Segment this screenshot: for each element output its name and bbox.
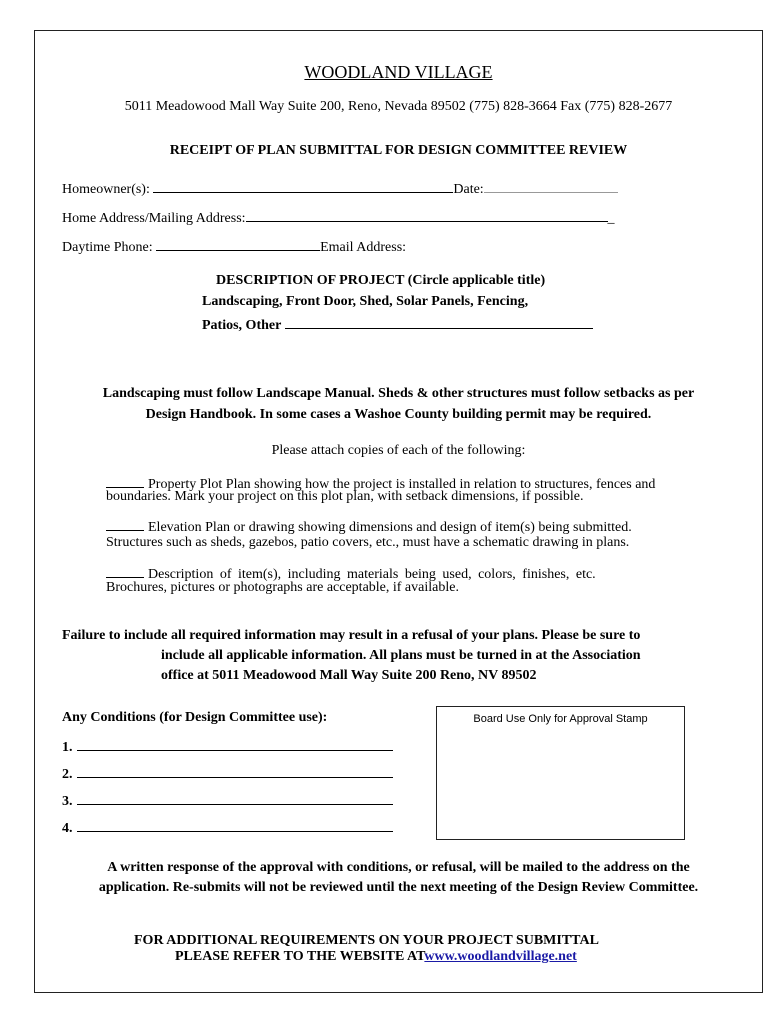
- conditions-heading: Any Conditions (for Design Committee use):: [62, 710, 328, 725]
- attach-intro: Please attach copies of each of the following:: [271, 443, 526, 458]
- homeowner-field[interactable]: [153, 178, 453, 193]
- project-heading: DESCRIPTION OF PROJECT (Circle applicable title): [216, 273, 546, 288]
- homeowner-label: Homeowner(s):: [62, 182, 150, 197]
- attach-checkbox-plot-plan[interactable]: [106, 475, 144, 488]
- failure-line2: include all applicable information. All plans must be turned in at the Association: [161, 648, 641, 663]
- condition-row-2: [62, 765, 393, 783]
- association-address: 5011 Meadowood Mall Way Suite 200, Reno, Nevada 89502 (775) 828-3664 Fax (775) 828-2677: [124, 99, 673, 114]
- condition-field-3[interactable]: [77, 792, 393, 805]
- website-link[interactable]: www.woodlandvillage.net: [424, 949, 577, 964]
- attach-checkbox-elevation[interactable]: [106, 518, 144, 531]
- page-title: WOODLAND VILLAGE: [304, 62, 493, 82]
- date-field[interactable]: [484, 178, 618, 193]
- attach-item-text: Property Plot Plan showing how the project is installed in relation to structures, fences and: [148, 477, 656, 492]
- home-address-field[interactable]: [246, 207, 608, 222]
- phone-field[interactable]: [156, 236, 320, 251]
- response-line1: A written response of the approval with conditions, or refusal, will be mailed to the address on the: [107, 860, 690, 875]
- form-border: [34, 30, 763, 993]
- home-address-row: [62, 207, 615, 227]
- attach-item-text: Description of item(s), including materials being used, colors, finishes, etc.: [148, 567, 596, 582]
- attach-item-plot-plan-detail: boundaries. Mark your project on this plot plan, with setback dimensions, if possible.: [106, 489, 584, 504]
- condition-field-1[interactable]: [77, 738, 393, 751]
- notice-line2: Design Handbook. In some cases a Washoe County building permit may be required.: [145, 407, 652, 422]
- phone-label: Daytime Phone:: [62, 240, 153, 255]
- date-label: Date:: [453, 182, 484, 197]
- condition-field-4[interactable]: [77, 819, 393, 832]
- notice-line1: Landscaping must follow Landscape Manual. Sheds & other structures must follow setbacks as per: [102, 386, 695, 401]
- footer-line1: FOR ADDITIONAL REQUIREMENTS ON YOUR PROJECT SUBMITTAL: [134, 933, 599, 948]
- approval-stamp-box: [436, 706, 685, 840]
- condition-row-3: [62, 792, 393, 810]
- failure-line1: Failure to include all required information may result in a refusal of your plans. Please be sure to: [62, 628, 641, 643]
- condition-field-2[interactable]: [77, 765, 393, 778]
- project-other-field[interactable]: [285, 316, 593, 329]
- failure-line3: office at 5011 Meadowood Mall Way Suite 200 Reno, NV 89502: [161, 668, 537, 683]
- home-address-label: Home Address/Mailing Address:: [62, 211, 246, 226]
- project-options-line2-text: Patios, Other: [202, 318, 282, 333]
- condition-number: 4.: [62, 821, 73, 836]
- approval-stamp-label: Board Use Only for Approval Stamp: [473, 713, 648, 725]
- homeowner-row: [62, 178, 618, 198]
- condition-row-1: [62, 738, 393, 756]
- condition-number: 1.: [62, 740, 73, 755]
- form-title: RECEIPT OF PLAN SUBMITTAL FOR DESIGN COMMITTEE REVIEW: [169, 143, 628, 158]
- attach-item-elevation-detail: Structures such as sheds, gazebos, patio covers, etc., must have a schematic drawing in plans.: [106, 535, 630, 550]
- attach-item-elevation: [106, 518, 632, 536]
- footer-line2-prefix: PLEASE REFER TO THE WEBSITE AT: [175, 949, 425, 964]
- project-options-line2: [202, 316, 593, 334]
- attach-item-description-detail: Brochures, pictures or photographs are acceptable, if available.: [106, 580, 459, 595]
- email-label: Email Address:: [320, 240, 407, 255]
- condition-number: 2.: [62, 767, 73, 782]
- project-options-line1: Landscaping, Front Door, Shed, Solar Panels, Fencing,: [202, 294, 529, 309]
- phone-email-row: [62, 236, 406, 256]
- condition-number: 3.: [62, 794, 73, 809]
- attach-item-text: Elevation Plan or drawing showing dimensions and design of item(s) being submitted.: [148, 520, 632, 535]
- footer-line2: [175, 949, 577, 965]
- response-line2: application. Re-submits will not be reviewed until the next meeting of the Design Review Committee.: [98, 880, 699, 895]
- home-address-trailer: _: [607, 211, 615, 226]
- attach-checkbox-description[interactable]: [106, 565, 144, 578]
- condition-row-4: [62, 819, 393, 837]
